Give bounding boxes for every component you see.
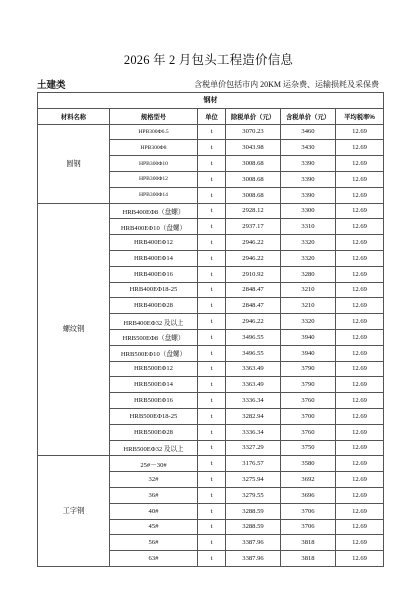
price-inc-tax-cell: 3300 <box>281 203 336 219</box>
price-inc-tax-cell: 3940 <box>281 345 336 361</box>
spec-cell: 45# <box>110 519 198 535</box>
spec-cell: 40# <box>110 503 198 519</box>
spec-cell: HRB500EΦ18-25 <box>110 408 198 424</box>
price-inc-tax-cell: 3310 <box>281 219 336 235</box>
tax-rate-cell: 12.69 <box>336 250 384 266</box>
unit-cell: t <box>198 298 226 314</box>
price-ex-tax-cell: 3496.55 <box>226 345 281 361</box>
header-price-ex-tax: 除税单价（元） <box>226 108 281 124</box>
unit-cell: t <box>198 124 226 140</box>
table-row <box>38 456 384 472</box>
spec-cell: HRB500EΦ28 <box>110 424 198 440</box>
price-inc-tax-cell: 3460 <box>281 124 336 140</box>
price-inc-tax-cell: 3750 <box>281 440 336 456</box>
unit-cell: t <box>198 519 226 535</box>
tax-rate-cell: 12.69 <box>336 219 384 235</box>
price-inc-tax-cell: 3390 <box>281 171 336 187</box>
table-row <box>38 203 384 219</box>
tax-rate-cell: 12.69 <box>336 124 384 140</box>
unit-cell: t <box>198 329 226 345</box>
tax-rate-cell: 12.69 <box>336 440 384 456</box>
price-ex-tax-cell: 2937.17 <box>226 219 281 235</box>
unit-cell: t <box>198 551 226 567</box>
tax-rate-cell: 12.69 <box>336 519 384 535</box>
price-ex-tax-cell: 2928.12 <box>226 203 281 219</box>
unit-cell: t <box>198 393 226 409</box>
unit-cell: t <box>198 503 226 519</box>
document-title: 2026 年 2 月包头工程造价信息 <box>123 53 294 67</box>
price-inc-tax-cell: 3210 <box>281 298 336 314</box>
spec-cell: HRB400EΦ14 <box>110 250 198 266</box>
tax-rate-cell: 12.69 <box>336 298 384 314</box>
unit-cell: t <box>198 235 226 251</box>
price-ex-tax-cell: 2946.22 <box>226 235 281 251</box>
table-row <box>38 124 384 140</box>
tax-rate-cell: 12.69 <box>336 187 384 203</box>
tax-rate-cell: 12.69 <box>336 156 384 172</box>
spec-cell: HPB300Φ10 <box>110 156 198 172</box>
price-inc-tax-cell: 3580 <box>281 456 336 472</box>
price-inc-tax-cell: 3818 <box>281 535 336 551</box>
spec-cell: 63# <box>110 551 198 567</box>
spec-cell: HRB500EΦ16 <box>110 393 198 409</box>
price-ex-tax-cell: 3363.49 <box>226 377 281 393</box>
spec-cell: HRB500EΦ14 <box>110 377 198 393</box>
unit-cell: t <box>198 203 226 219</box>
spec-cell: HRB500EΦ8（盘螺） <box>110 329 198 345</box>
price-inc-tax-cell: 3790 <box>281 377 336 393</box>
tax-rate-cell: 12.69 <box>336 377 384 393</box>
header-unit: 单位 <box>198 108 226 124</box>
price-ex-tax-cell: 3043.98 <box>226 140 281 156</box>
price-ex-tax-cell: 3288.59 <box>226 503 281 519</box>
spec-cell: HRB400EΦ12 <box>110 235 198 251</box>
price-ex-tax-cell: 2848.47 <box>226 282 281 298</box>
unit-cell: t <box>198 456 226 472</box>
price-inc-tax-cell: 3390 <box>281 187 336 203</box>
price-inc-tax-cell: 3760 <box>281 393 336 409</box>
spec-cell: 36# <box>110 487 198 503</box>
spec-cell: HRB500EΦ32 及以上 <box>110 440 198 456</box>
unit-cell: t <box>198 156 226 172</box>
spec-cell: HPB300Φ8 <box>110 140 198 156</box>
tax-rate-cell: 12.69 <box>336 314 384 330</box>
tax-rate-cell: 12.69 <box>336 345 384 361</box>
price-inc-tax-cell: 3818 <box>281 551 336 567</box>
price-note: 含税单价包括市内 20KM 运杂费、运输损耗及采保费 <box>194 80 379 89</box>
header-price-inc-tax: 含税单价（元） <box>281 108 336 124</box>
unit-cell: t <box>198 440 226 456</box>
price-ex-tax-cell: 2946.22 <box>226 250 281 266</box>
price-ex-tax-cell: 2848.47 <box>226 298 281 314</box>
unit-cell: t <box>198 140 226 156</box>
tax-rate-cell: 12.69 <box>336 171 384 187</box>
header-tax-rate: 平均税率% <box>336 108 384 124</box>
price-ex-tax-cell: 3336.34 <box>226 424 281 440</box>
tax-rate-cell: 12.69 <box>336 282 384 298</box>
spec-cell: HPB300Φ12 <box>110 171 198 187</box>
price-ex-tax-cell: 3070.23 <box>226 124 281 140</box>
unit-cell: t <box>198 219 226 235</box>
spec-cell: HRB500EΦ12 <box>110 361 198 377</box>
tax-rate-cell: 12.69 <box>336 235 384 251</box>
header-material: 材料名称 <box>38 108 110 124</box>
table-body <box>38 124 384 566</box>
unit-cell: t <box>198 361 226 377</box>
price-ex-tax-cell: 3496.55 <box>226 329 281 345</box>
spec-cell: 56# <box>110 535 198 551</box>
price-inc-tax-cell: 3390 <box>281 156 336 172</box>
price-inc-tax-cell: 3940 <box>281 329 336 345</box>
price-ex-tax-cell: 3327.29 <box>226 440 281 456</box>
header-row <box>38 108 384 124</box>
spec-cell: HRB500EΦ10（盘螺） <box>110 345 198 361</box>
spec-cell: HRB400EΦ8（盘螺） <box>110 203 198 219</box>
tax-rate-cell: 12.69 <box>336 503 384 519</box>
price-ex-tax-cell: 2946.22 <box>226 314 281 330</box>
tax-rate-cell: 12.69 <box>336 456 384 472</box>
tax-rate-cell: 12.69 <box>336 535 384 551</box>
unit-cell: t <box>198 282 226 298</box>
tax-rate-cell: 12.69 <box>336 393 384 409</box>
price-inc-tax-cell: 3320 <box>281 314 336 330</box>
unit-cell: t <box>198 377 226 393</box>
price-ex-tax-cell: 3275.94 <box>226 472 281 488</box>
price-ex-tax-cell: 3176.57 <box>226 456 281 472</box>
price-ex-tax-cell: 3363.49 <box>226 361 281 377</box>
unit-cell: t <box>198 187 226 203</box>
unit-cell: t <box>198 345 226 361</box>
spec-cell: HRB400EΦ18-25 <box>110 282 198 298</box>
spec-cell: 25#－30# <box>110 456 198 472</box>
tax-rate-cell: 12.69 <box>336 424 384 440</box>
tax-rate-cell: 12.69 <box>336 266 384 282</box>
unit-cell: t <box>198 408 226 424</box>
price-ex-tax-cell: 3336.34 <box>226 393 281 409</box>
price-inc-tax-cell: 3320 <box>281 250 336 266</box>
price-inc-tax-cell: 3210 <box>281 282 336 298</box>
spec-cell: HRB400EΦ28 <box>110 298 198 314</box>
spec-cell: 32# <box>110 472 198 488</box>
unit-cell: t <box>198 424 226 440</box>
header-spec: 规格型号 <box>110 108 198 124</box>
price-inc-tax-cell: 3696 <box>281 487 336 503</box>
price-ex-tax-cell: 3288.59 <box>226 519 281 535</box>
unit-cell: t <box>198 250 226 266</box>
spec-cell: HRB400EΦ32 及以上 <box>110 314 198 330</box>
unit-cell: t <box>198 266 226 282</box>
price-inc-tax-cell: 3706 <box>281 519 336 535</box>
price-ex-tax-cell: 3008.68 <box>226 156 281 172</box>
tax-rate-cell: 12.69 <box>336 140 384 156</box>
price-inc-tax-cell: 3790 <box>281 361 336 377</box>
price-inc-tax-cell: 3430 <box>281 140 336 156</box>
spec-cell: HRB400EΦ16 <box>110 266 198 282</box>
price-ex-tax-cell: 3387.96 <box>226 551 281 567</box>
unit-cell: t <box>198 487 226 503</box>
tax-rate-cell: 12.69 <box>336 551 384 567</box>
spec-cell: HPB300Φ6.5 <box>110 124 198 140</box>
category-cell: 钢材 <box>38 93 384 109</box>
price-ex-tax-cell: 2910.92 <box>226 266 281 282</box>
price-inc-tax-cell: 3700 <box>281 408 336 424</box>
price-inc-tax-cell: 3760 <box>281 424 336 440</box>
tax-rate-cell: 12.69 <box>336 487 384 503</box>
unit-cell: t <box>198 314 226 330</box>
material-group-cell: 螺纹钢 <box>38 203 110 456</box>
tax-rate-cell: 12.69 <box>336 203 384 219</box>
spec-cell: HPB300Φ14 <box>110 187 198 203</box>
section-heading: 土建类 <box>37 80 66 91</box>
category-row <box>38 93 384 109</box>
tax-rate-cell: 12.69 <box>336 361 384 377</box>
tax-rate-cell: 12.69 <box>336 408 384 424</box>
material-group-cell: 圆钢 <box>38 124 110 203</box>
unit-cell: t <box>198 535 226 551</box>
price-ex-tax-cell: 3008.68 <box>226 187 281 203</box>
material-group-cell: 工字钢 <box>38 456 110 567</box>
price-inc-tax-cell: 3280 <box>281 266 336 282</box>
tax-rate-cell: 12.69 <box>336 472 384 488</box>
steel-price-table <box>37 92 384 567</box>
price-ex-tax-cell: 3282.94 <box>226 408 281 424</box>
unit-cell: t <box>198 472 226 488</box>
price-ex-tax-cell: 3279.55 <box>226 487 281 503</box>
price-inc-tax-cell: 3320 <box>281 235 336 251</box>
price-ex-tax-cell: 3387.96 <box>226 535 281 551</box>
price-ex-tax-cell: 3008.68 <box>226 171 281 187</box>
tax-rate-cell: 12.69 <box>336 329 384 345</box>
price-inc-tax-cell: 3706 <box>281 503 336 519</box>
unit-cell: t <box>198 171 226 187</box>
price-inc-tax-cell: 3692 <box>281 472 336 488</box>
spec-cell: HRB400EΦ10（盘螺） <box>110 219 198 235</box>
